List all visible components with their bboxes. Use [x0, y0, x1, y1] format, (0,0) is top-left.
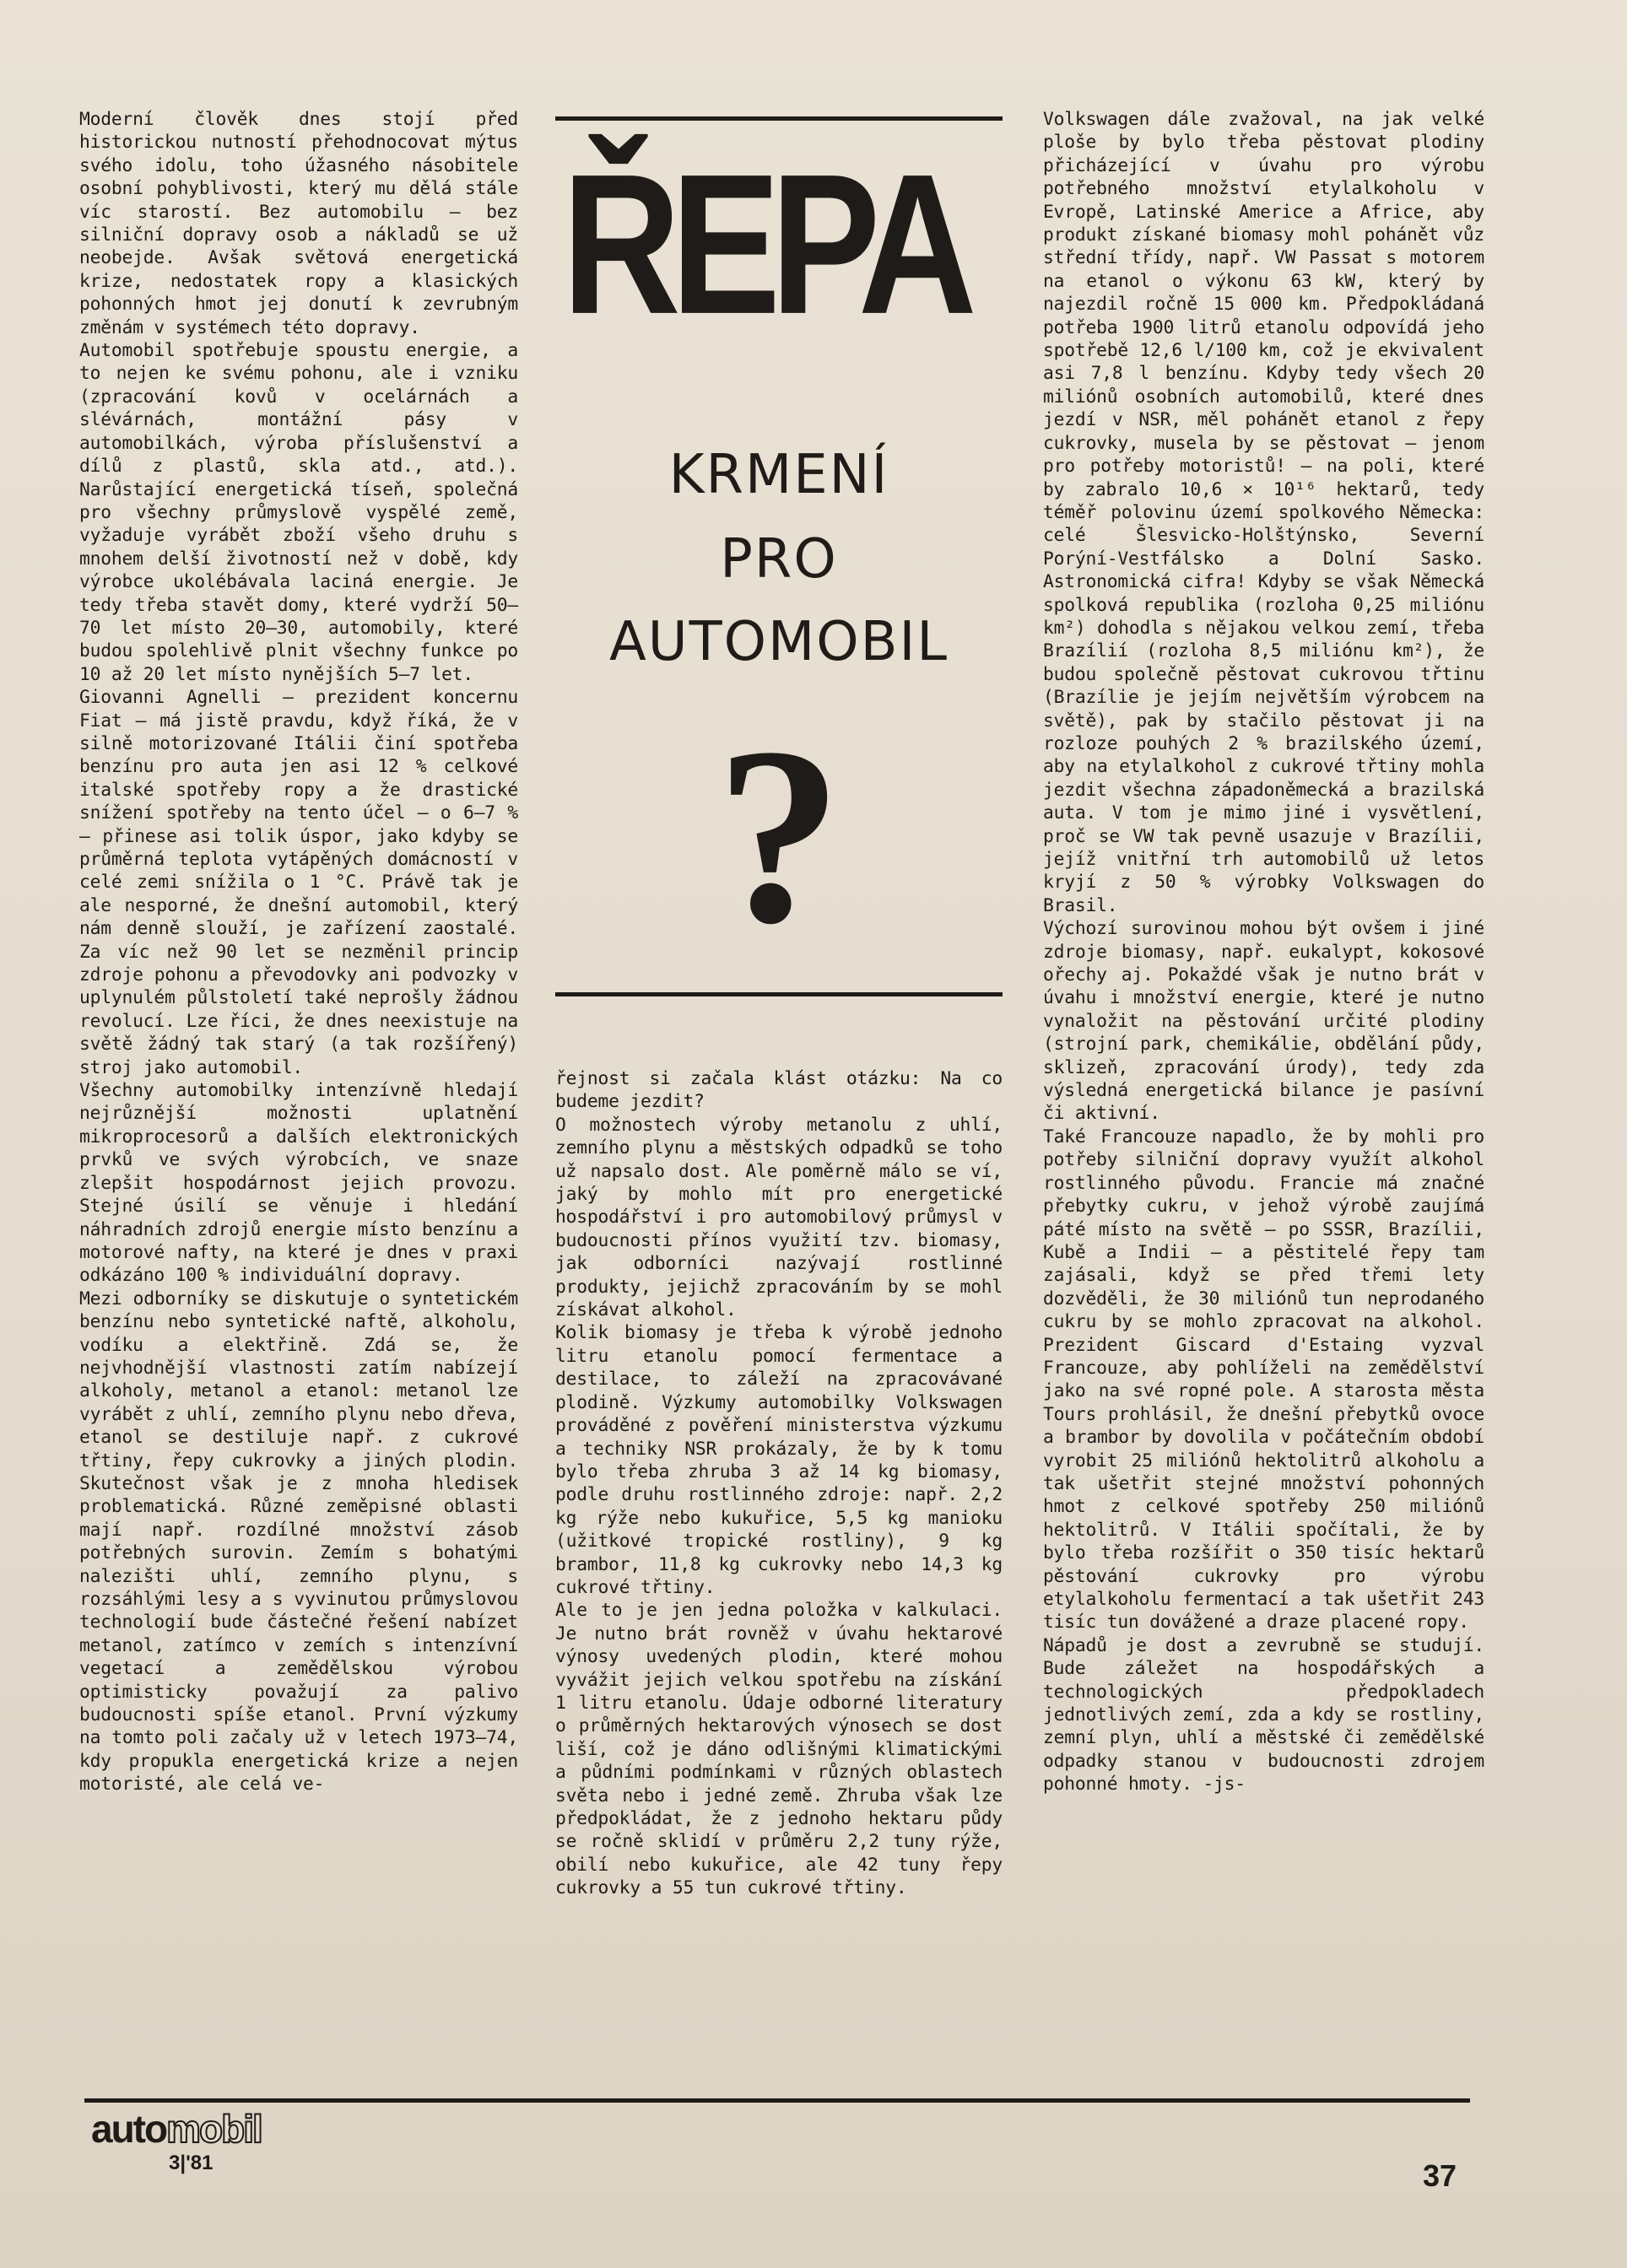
paragraph: Také Francouze napadlo, že by mohli pro potřeby silniční dopravy využít alkohol rostlinného původu. Francie má značné přebytky cukru, v jehož výrobě zaujímá páté místo na světě — po SSSR, Brazílii, Kubě a Indii — a pěstitelé řepy tam zajásali, když se před třemi lety dozvěděli, že 30 miliónů tun neprodaného cukru by se mohlo zpracovat na alkohol. Prezident Giscard d'Estaing vyzval Francouze, aby pohlíželi na zemědělství jako na své ropné pole. A starosta města Tours prohlásil, že dnešní přebytků ovoce a brambor by dovolila v počátečním období vyrobit 25 miliónů hektolitrů alkoholu a tak ušetřit stejné množství pohonných hmot z celkové spotřeby 250 miliónů hektolitrů. V Itálii spočítali, že by bylo třeba rozšířit o 350 tisíc hektarů pěstování cukrovky pro výrobu etylalkoholu fermentací a tak ušetřit 243 tisíc tun dovážené a draze placené ropy. [1043, 1126, 1484, 1634]
question-mark: ? [716, 695, 842, 975]
subtitle-line: KRMENÍ [668, 444, 889, 506]
title-rule-top [555, 116, 1003, 121]
paragraph: Výchozí surovinou mohou být ovšem i jiné zdroje biomasy, např. eukalypt, kokosové ořechy aj. Pokaždé však je nutno brát v úvahu i množství energie, které je nutno vynaložit na pěstování určité plodiny (strojní park, chemikálie, obdělání půdy, sklizeň, zpracování úrody), tedy zda výsledná energetická bilance je pasívní či aktivní. [1043, 918, 1484, 1125]
headline: ŘEPA [562, 132, 967, 356]
paragraph: Všechny automobilky intenzívně hledají nejrůznější možnosti uplatnění mikroprocesorů a dalších elektronických prvků ve svých výrobcích, ve snaze zlepšit hospodárnost jejich provozu. Stejné úsilí se věnuje i hledání náhradních zdrojů energie místo benzínu a motorové nafty, na které je dnes v praxi odkázáno 100 % individuální dopravy. [79, 1080, 518, 1287]
paragraph: řejnost si začala klást otázku: Na co budeme jezdit? [555, 1068, 1003, 1113]
subtitle-line: PRO [720, 528, 838, 591]
magazine-logo [91, 2106, 262, 2152]
paragraph: Nápadů je dost a zevrubně se studují. Bude záležet na hospodářských a technologických předpokladech jednotlivých zemí, zda a kdy se rostliny, zemní plyn, uhlí a městské či zemědělské odpadky stanou v budoucnosti zdrojem pohonné hmoty. -js- [1043, 1634, 1484, 1796]
subtitle-line: AUTOMOBIL [608, 611, 949, 673]
page-number: 37 [1423, 2158, 1457, 2193]
logo-part-mobil: mobil [166, 2107, 262, 2151]
paragraph: Kolik biomasy je třeba k výrobě jednoho litru etanolu pomocí fermentace a destilace, to záleží na zpracovávané plodině. Výzkumy automobilky Volkswagen prováděné z pověření ministerstva výzkumu a techniky NSR prokázaly, že by k tomu bylo třeba zhruba 3 až 14 kg biomasy, podle druhu rostlinného zdroje: např. 2,2 kg rýže nebo kukuřice, 5,5 kg manioku (užitkové tropické rostliny), 9 kg brambor, 11,8 kg cukrovky nebo 14,3 kg cukrové třtiny. [555, 1322, 1003, 1598]
title-rule-bottom [555, 992, 1003, 996]
paragraph: Automobil spotřebuje spoustu energie, a to nejen ke svému pohonu, ale i vzniku (zpracování kovů v ocelárnách a slévárnách, montážní pásy v automobilkách, výroba příslušenství a dílů z plastů, skla atd., atd.). Narůstající energetická tíseň, společná pro všechny průmyslově vyspělé země, vyžaduje vyrábět zboží všeho druhu s mnohem delší životností než v době, kdy výrobce ukolébávala laciná energie. Je tedy třeba stavět domy, které vydrží 50—70 let místo 20—30, automobily, které budou spolehlivě plnit všechny funkce po 10 až 20 let místo nynějších 5—7 let. [79, 340, 518, 685]
issue-number: 3|'81 [169, 2152, 214, 2174]
paragraph: O možnostech výroby metanolu z uhlí, zemního plynu a městských odpadků se toho už napsalo dost. Ale poměrně málo se ví, jaký by mohlo mít pro energetické hospodářství i pro automobilový průmysl v budoucnosti přínos využití tzv. biomasy, jak odborníci nazývají rostlinné produkty, jejichž zpracováním by se mohl získávat alkohol. [555, 1114, 1003, 1321]
article-column-right [1043, 108, 1484, 1796]
paragraph: Moderní člověk dnes stojí před historickou nutností přehodnocovat mýtus svého idolu, toho úžasného násobitele osobní pohyblivosti, který mu dělá stále víc starostí. Bez automobilu — bez silniční dopravy osob a nákladů se už neobejde. Avšak světová energetická krize, nedostatek ropy a klasických pohonných hmot jej donutí k zevrubným změnám v systémech této dopravy. [79, 109, 518, 338]
footer-rule [84, 2098, 1470, 2103]
paragraph: Giovanni Agnelli — prezident koncernu Fiat — má jistě pravdu, když říká, že v silně motorizované Itálii činí spotřeba benzínu pro auta jen asi 12 % celkové italské spotřeby ropy a že drastické snížení spotřeby na tento účel — o 6—7 % — přinese asi tolik úspor, jako kdyby se průměrná teplota vytápěných domácností v celé zemi snížila o 1 °C. Právě tak je ale nesporné, že dnešní automobil, který nám denně slouží, je zařízení zaostalé. Za víc než 90 let se nezměnil princip zdroje pohonu a převodovky ani podvozky v uplynulém půlstoletí také neprošly žádnou revolucí. Lze říci, že dnes neexistuje na světě žádný tak starý (a tak rozšířený) stroj jako automobil. [79, 687, 518, 1078]
article-column-left [79, 108, 518, 1796]
logo-part-auto: auto [91, 2107, 167, 2151]
title-block [555, 108, 1003, 999]
paragraph: Volkswagen dále zvažoval, na jak velké ploše by bylo třeba pěstovat plodiny přicházející v úvahu pro výrobu potřebného množství etylalkoholu v Evropě, Latinské Americe a Africe, aby produkt získané biomasy mohl pohánět vůz střední třídy, např. VW Passat s motorem na etanol o výkonu 63 kW, který by najezdil ročně 15 000 km. Předpokládaná potřeba 1900 litrů etanolu odpovídá jeho spotřebě 12,6 l/100 km, což je ekvivalent asi 7,8 l benzínu. Kdyby tedy všech 20 miliónů osobních automobilů, které dnes jezdí v NSR, měl pohánět etanol z řepy cukrovky, musela by se pěstovat — jenom pro potřeby motoristů! — na poli, které by zabralo 10,6 × 10¹⁶ hektarů, tedy téměř polovinu území spolkového Německa: celé Šlesvicko-Holštýnsko, Severní Porýní-Vestfálsko a Dolní Sasko. Astronomická cifra! Kdyby se však Německá spolková republika (rozloha 0,25 miliónu km²) dohodla s nějakou velkou zemí, třeba Brazílií (rozloha 8,5 miliónu km²), že budou společně pěstovat cukrovou třtinu (Brazílie je jejím největším výrobcem na světě), pak by stačilo pěstovat ji na rozloze pouhých 2 % brazilského území, aby na etylalkohol z cukrové třtiny mohla jezdit všechna západoněmecká a brazilská auta. V tom je mimo jiné i vysvětlení, proč se VW tak pevně usazuje v Brazílii, jejíž vnitřní trh automobilů už letos kryjí z 50 % výrobky Volkswagen do Brasil. [1043, 109, 1484, 916]
article-column-middle [555, 1067, 1003, 1900]
paragraph: Ale to je jen jedna položka v kalkulaci. Je nutno brát rovněž v úvahu hektarové výnosy uvedených plodin, které mohou vyvážit jejich velkou spotřebu na získání 1 litru etanolu. Údaje odborné literatury o průměrných hektarových výnosech se dost liší, což je dáno odlišnými klimatickými a půdními podmínkami v různých oblastech světa nebo i jedné země. Zhruba však lze předpokládat, že z jednoho hektaru půdy se ročně sklidí v průměru 2,2 tuny rýže, obilí nebo kukuřice, ale 42 tuny řepy cukrovky a 55 tun cukrové třtiny. [555, 1600, 1003, 1899]
paragraph: Mezi odborníky se diskutuje o syntetickém benzínu nebo syntetické naftě, alkoholu, vodíku a elektřině. Zdá se, že nejvhodnější vlastnosti zatím nabízejí alkoholy, metanol a etanol: metanol lze vyrábět z uhlí, zemního plynu nebo dřeva, etanol se destiluje např. z cukrové třtiny, řepy cukrovky a jiných plodin. Skutečnost však je z mnoha hledisek problematická. Různé zeměpisné oblasti mají např. rozdílné množství zásob potřebných surovin. Zemím s bohatými nalezišti uhlí, zemního plynu, s rozsáhlými lesy a s vyvinutou průmyslovou technologií bude částečné řešení nabízet metanol, zatímco v zemích s intenzívní vegetací a zemědělskou výrobou optimisticky považují za palivo budoucnosti spíše etanol. První výzkumy na tomto poli začaly už v letech 1973—74, kdy propukla energetická krize a nejen motoristé, ale celá ve- [79, 1288, 518, 1796]
